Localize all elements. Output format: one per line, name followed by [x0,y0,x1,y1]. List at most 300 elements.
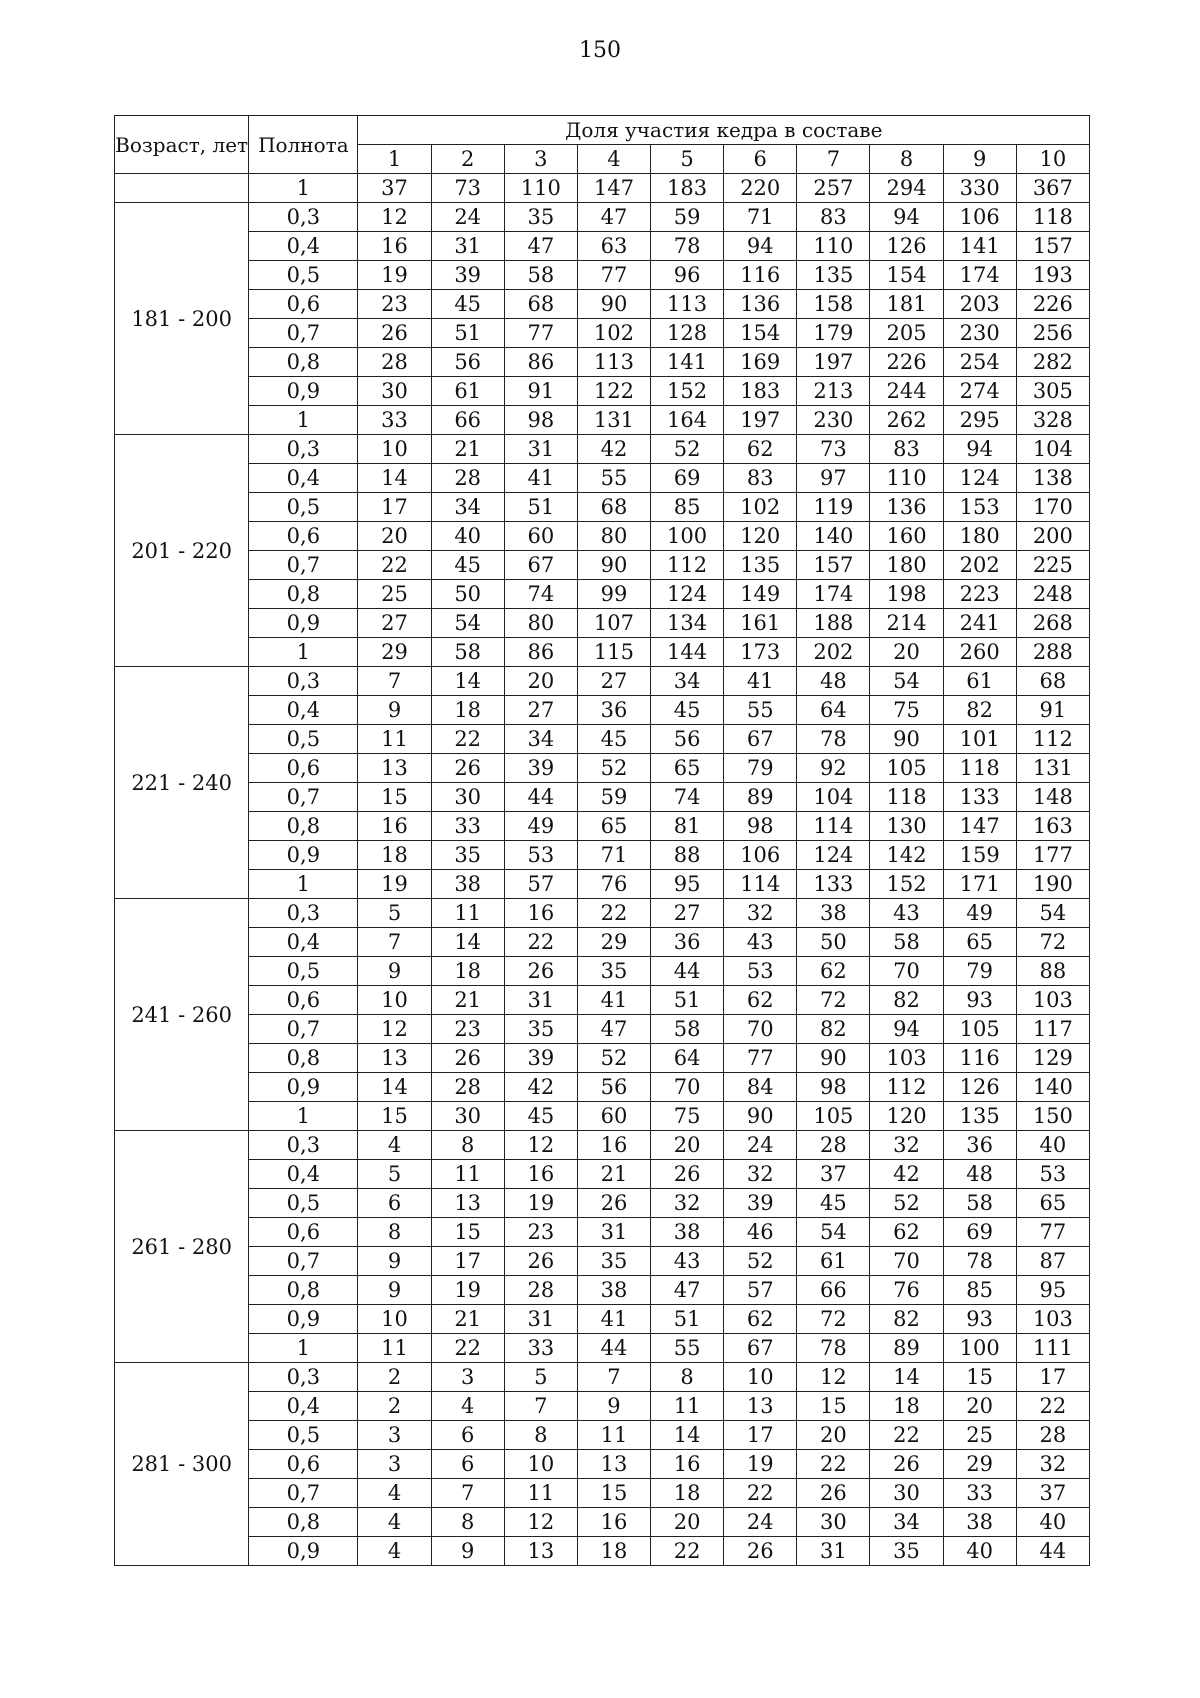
value-cell: 70 [870,1247,943,1276]
value-cell: 91 [1016,696,1089,725]
value-cell: 68 [577,493,650,522]
value-cell: 126 [870,232,943,261]
value-cell: 30 [431,1102,504,1131]
table-row [115,261,1090,290]
value-cell: 63 [577,232,650,261]
value-cell: 40 [943,1537,1016,1566]
value-cell: 77 [504,319,577,348]
table-row [115,667,1090,696]
value-cell: 179 [797,319,870,348]
value-cell: 10 [724,1363,797,1392]
table-row [115,870,1090,899]
table-row [115,899,1090,928]
value-cell: 40 [431,522,504,551]
value-cell: 75 [870,696,943,725]
value-cell: 34 [504,725,577,754]
value-cell: 74 [651,783,724,812]
value-cell: 26 [870,1450,943,1479]
value-cell: 51 [651,986,724,1015]
density-cell: 1 [249,406,358,435]
value-cell: 6 [358,1189,431,1218]
value-cell: 16 [504,1160,577,1189]
table-row [115,1189,1090,1218]
value-cell: 32 [724,899,797,928]
value-cell: 164 [651,406,724,435]
value-cell: 102 [724,493,797,522]
value-cell: 103 [1016,986,1089,1015]
value-cell: 38 [943,1508,1016,1537]
value-cell: 110 [797,232,870,261]
value-cell: 37 [358,174,431,203]
value-cell: 20 [870,638,943,667]
value-cell: 71 [577,841,650,870]
value-cell: 20 [651,1508,724,1537]
value-cell: 244 [870,377,943,406]
value-cell: 112 [1016,725,1089,754]
value-cell: 213 [797,377,870,406]
value-cell: 8 [431,1508,504,1537]
value-cell: 22 [1016,1392,1089,1421]
value-cell: 54 [431,609,504,638]
value-cell: 138 [1016,464,1089,493]
column-number: 4 [577,145,650,174]
value-cell: 26 [724,1537,797,1566]
table-row [115,1450,1090,1479]
table-row [115,1131,1090,1160]
value-cell: 34 [431,493,504,522]
value-cell: 18 [577,1537,650,1566]
value-cell: 11 [504,1479,577,1508]
value-cell: 330 [943,174,1016,203]
value-cell: 51 [431,319,504,348]
value-cell: 161 [724,609,797,638]
value-cell: 84 [724,1073,797,1102]
value-cell: 114 [797,812,870,841]
value-cell: 35 [577,1247,650,1276]
value-cell: 77 [577,261,650,290]
value-cell: 35 [504,203,577,232]
value-cell: 37 [797,1160,870,1189]
value-cell: 174 [797,580,870,609]
table-row [115,377,1090,406]
value-cell: 30 [870,1479,943,1508]
density-cell: 0,9 [249,377,358,406]
value-cell: 10 [358,1305,431,1334]
value-cell: 27 [504,696,577,725]
value-cell: 131 [577,406,650,435]
value-cell: 38 [797,899,870,928]
value-cell: 22 [504,928,577,957]
value-cell: 106 [943,203,1016,232]
value-cell: 49 [943,899,1016,928]
value-cell: 82 [870,986,943,1015]
value-cell: 78 [797,725,870,754]
value-cell: 22 [651,1537,724,1566]
value-cell: 52 [870,1189,943,1218]
value-cell: 83 [797,203,870,232]
value-cell: 43 [651,1247,724,1276]
value-cell: 10 [358,435,431,464]
value-cell: 16 [358,232,431,261]
value-cell: 46 [724,1218,797,1247]
value-cell: 17 [431,1247,504,1276]
value-cell: 170 [1016,493,1089,522]
value-cell: 11 [431,1160,504,1189]
value-cell: 45 [577,725,650,754]
value-cell: 241 [943,609,1016,638]
value-cell: 110 [870,464,943,493]
value-cell: 160 [870,522,943,551]
value-cell: 214 [870,609,943,638]
value-cell: 180 [870,551,943,580]
value-cell: 11 [651,1392,724,1421]
value-cell: 26 [504,957,577,986]
table-row [115,1537,1090,1566]
value-cell: 67 [504,551,577,580]
value-cell: 117 [1016,1015,1089,1044]
value-cell: 77 [724,1044,797,1073]
age-group-cell: 201 - 220 [115,435,249,667]
value-cell: 55 [651,1334,724,1363]
value-cell: 39 [504,754,577,783]
value-cell: 57 [504,870,577,899]
value-cell: 177 [1016,841,1089,870]
value-cell: 24 [724,1508,797,1537]
value-cell: 34 [651,667,724,696]
value-cell: 111 [1016,1334,1089,1363]
value-cell: 22 [870,1421,943,1450]
value-cell: 82 [943,696,1016,725]
value-cell: 83 [870,435,943,464]
value-cell: 35 [577,957,650,986]
value-cell: 105 [797,1102,870,1131]
value-cell: 107 [577,609,650,638]
value-cell: 73 [797,435,870,464]
value-cell: 16 [358,812,431,841]
value-cell: 4 [358,1508,431,1537]
value-cell: 140 [1016,1073,1089,1102]
value-cell: 147 [577,174,650,203]
density-cell: 0,7 [249,1015,358,1044]
density-cell: 0,9 [249,1537,358,1566]
value-cell: 59 [651,203,724,232]
value-cell: 58 [870,928,943,957]
value-cell: 7 [358,667,431,696]
value-cell: 7 [504,1392,577,1421]
density-cell: 0,8 [249,812,358,841]
value-cell: 75 [651,1102,724,1131]
value-cell: 113 [651,290,724,319]
density-cell: 0,9 [249,1305,358,1334]
column-number: 8 [870,145,943,174]
column-number: 3 [504,145,577,174]
value-cell: 25 [943,1421,1016,1450]
value-cell: 73 [431,174,504,203]
value-cell: 29 [358,638,431,667]
value-cell: 220 [724,174,797,203]
density-cell: 0,3 [249,667,358,696]
value-cell: 82 [797,1015,870,1044]
value-cell: 4 [358,1131,431,1160]
value-cell: 76 [577,870,650,899]
value-cell: 11 [358,1334,431,1363]
value-cell: 68 [504,290,577,319]
value-cell: 78 [651,232,724,261]
table-row [115,1102,1090,1131]
value-cell: 54 [870,667,943,696]
value-cell: 18 [358,841,431,870]
value-cell: 248 [1016,580,1089,609]
value-cell: 2 [358,1392,431,1421]
value-cell: 152 [651,377,724,406]
value-cell: 59 [577,783,650,812]
value-cell: 5 [504,1363,577,1392]
value-cell: 153 [943,493,1016,522]
value-cell: 85 [943,1276,1016,1305]
header-row [115,116,1090,145]
value-cell: 18 [870,1392,943,1421]
value-cell: 16 [651,1450,724,1479]
column-number: 5 [651,145,724,174]
value-cell: 78 [943,1247,1016,1276]
value-cell: 26 [504,1247,577,1276]
table-row [115,696,1090,725]
value-cell: 90 [577,551,650,580]
table-row [115,232,1090,261]
value-cell: 8 [504,1421,577,1450]
value-cell: 79 [724,754,797,783]
density-cell: 0,8 [249,348,358,377]
value-cell: 28 [504,1276,577,1305]
value-cell: 58 [504,261,577,290]
table-row [115,1015,1090,1044]
value-cell: 89 [724,783,797,812]
table-row [115,783,1090,812]
value-cell: 53 [504,841,577,870]
value-cell: 55 [577,464,650,493]
value-cell: 87 [1016,1247,1089,1276]
value-cell: 124 [943,464,1016,493]
value-cell: 22 [431,725,504,754]
value-cell: 32 [724,1160,797,1189]
value-cell: 18 [431,957,504,986]
value-cell: 131 [1016,754,1089,783]
value-cell: 86 [504,638,577,667]
density-cell: 0,6 [249,754,358,783]
density-cell: 0,9 [249,609,358,638]
value-cell: 141 [943,232,1016,261]
value-cell: 36 [577,696,650,725]
value-cell: 116 [943,1044,1016,1073]
value-cell: 27 [651,899,724,928]
value-cell: 6 [431,1421,504,1450]
value-cell: 119 [797,493,870,522]
value-cell: 22 [358,551,431,580]
table-row [115,1276,1090,1305]
value-cell: 16 [577,1131,650,1160]
value-cell: 154 [724,319,797,348]
value-cell: 52 [577,754,650,783]
value-cell: 26 [651,1160,724,1189]
value-cell: 19 [358,261,431,290]
value-cell: 295 [943,406,1016,435]
value-cell: 205 [870,319,943,348]
table-row [115,1247,1090,1276]
value-cell: 65 [943,928,1016,957]
value-cell: 69 [651,464,724,493]
value-cell: 12 [797,1363,870,1392]
value-cell: 47 [577,1015,650,1044]
value-cell: 8 [651,1363,724,1392]
value-cell: 200 [1016,522,1089,551]
value-cell: 85 [651,493,724,522]
cedar-share-table [114,115,1090,1566]
value-cell: 30 [431,783,504,812]
density-cell: 0,4 [249,464,358,493]
density-cell: 0,8 [249,1044,358,1073]
value-cell: 110 [504,174,577,203]
value-cell: 12 [358,1015,431,1044]
value-cell: 66 [797,1276,870,1305]
density-cell: 0,4 [249,696,358,725]
value-cell: 120 [870,1102,943,1131]
value-cell: 56 [431,348,504,377]
density-cell: 1 [249,1102,358,1131]
value-cell: 64 [797,696,870,725]
value-cell: 53 [1016,1160,1089,1189]
value-cell: 120 [724,522,797,551]
value-cell: 158 [797,290,870,319]
value-cell: 60 [504,522,577,551]
value-cell: 61 [943,667,1016,696]
value-cell: 56 [651,725,724,754]
value-cell: 230 [797,406,870,435]
table-row [115,754,1090,783]
value-cell: 15 [943,1363,1016,1392]
value-cell: 39 [504,1044,577,1073]
value-cell: 15 [358,783,431,812]
value-cell: 154 [870,261,943,290]
value-cell: 124 [797,841,870,870]
density-cell: 0,5 [249,725,358,754]
value-cell: 90 [797,1044,870,1073]
value-cell: 26 [577,1189,650,1218]
value-cell: 183 [724,377,797,406]
value-cell: 19 [724,1450,797,1479]
value-cell: 32 [1016,1450,1089,1479]
value-cell: 157 [1016,232,1089,261]
value-cell: 4 [358,1537,431,1566]
value-cell: 90 [724,1102,797,1131]
density-cell: 0,6 [249,1218,358,1247]
value-cell: 53 [724,957,797,986]
value-cell: 260 [943,638,1016,667]
value-cell: 3 [358,1421,431,1450]
value-cell: 5 [358,1160,431,1189]
value-cell: 5 [358,899,431,928]
value-cell: 90 [577,290,650,319]
table-row [115,522,1090,551]
value-cell: 202 [797,638,870,667]
value-cell: 20 [651,1131,724,1160]
value-cell: 2 [358,1363,431,1392]
density-cell: 0,6 [249,1450,358,1479]
value-cell: 106 [724,841,797,870]
value-cell: 20 [358,522,431,551]
value-cell: 21 [431,1305,504,1334]
value-cell: 65 [1016,1189,1089,1218]
value-cell: 71 [724,203,797,232]
value-cell: 152 [870,870,943,899]
value-cell: 140 [797,522,870,551]
page-number: 150 [579,38,621,63]
value-cell: 29 [943,1450,1016,1479]
value-cell: 197 [797,348,870,377]
value-cell: 88 [1016,957,1089,986]
value-cell: 268 [1016,609,1089,638]
density-cell: 0,8 [249,580,358,609]
value-cell: 126 [943,1073,1016,1102]
value-cell: 17 [724,1421,797,1450]
table-row [115,580,1090,609]
value-cell: 134 [651,609,724,638]
value-cell: 31 [797,1537,870,1566]
value-cell: 18 [651,1479,724,1508]
table-row [115,1363,1090,1392]
density-cell: 0,5 [249,493,358,522]
value-cell: 26 [431,1044,504,1073]
density-cell: 0,7 [249,783,358,812]
value-cell: 42 [870,1160,943,1189]
density-cell: 1 [249,174,358,203]
value-cell: 38 [651,1218,724,1247]
value-cell: 133 [943,783,1016,812]
value-cell: 18 [431,696,504,725]
value-cell: 115 [577,638,650,667]
density-cell: 0,3 [249,1363,358,1392]
density-cell: 0,7 [249,319,358,348]
value-cell: 135 [724,551,797,580]
value-cell: 124 [651,580,724,609]
value-cell: 150 [1016,1102,1089,1131]
column-number: 6 [724,145,797,174]
value-cell: 7 [577,1363,650,1392]
value-cell: 282 [1016,348,1089,377]
table-row [115,435,1090,464]
table-row [115,1392,1090,1421]
value-cell: 13 [431,1189,504,1218]
value-cell: 294 [870,174,943,203]
density-cell: 0,4 [249,928,358,957]
value-cell: 27 [577,667,650,696]
table-row [115,957,1090,986]
value-cell: 52 [577,1044,650,1073]
value-cell: 13 [724,1392,797,1421]
table-row [115,638,1090,667]
column-number: 2 [431,145,504,174]
value-cell: 45 [431,290,504,319]
value-cell: 97 [797,464,870,493]
density-cell: 0,6 [249,290,358,319]
value-cell: 173 [724,638,797,667]
density-cell: 1 [249,870,358,899]
column-number: 9 [943,145,1016,174]
value-cell: 98 [797,1073,870,1102]
value-cell: 328 [1016,406,1089,435]
value-cell: 3 [358,1450,431,1479]
value-cell: 22 [431,1334,504,1363]
value-cell: 142 [870,841,943,870]
